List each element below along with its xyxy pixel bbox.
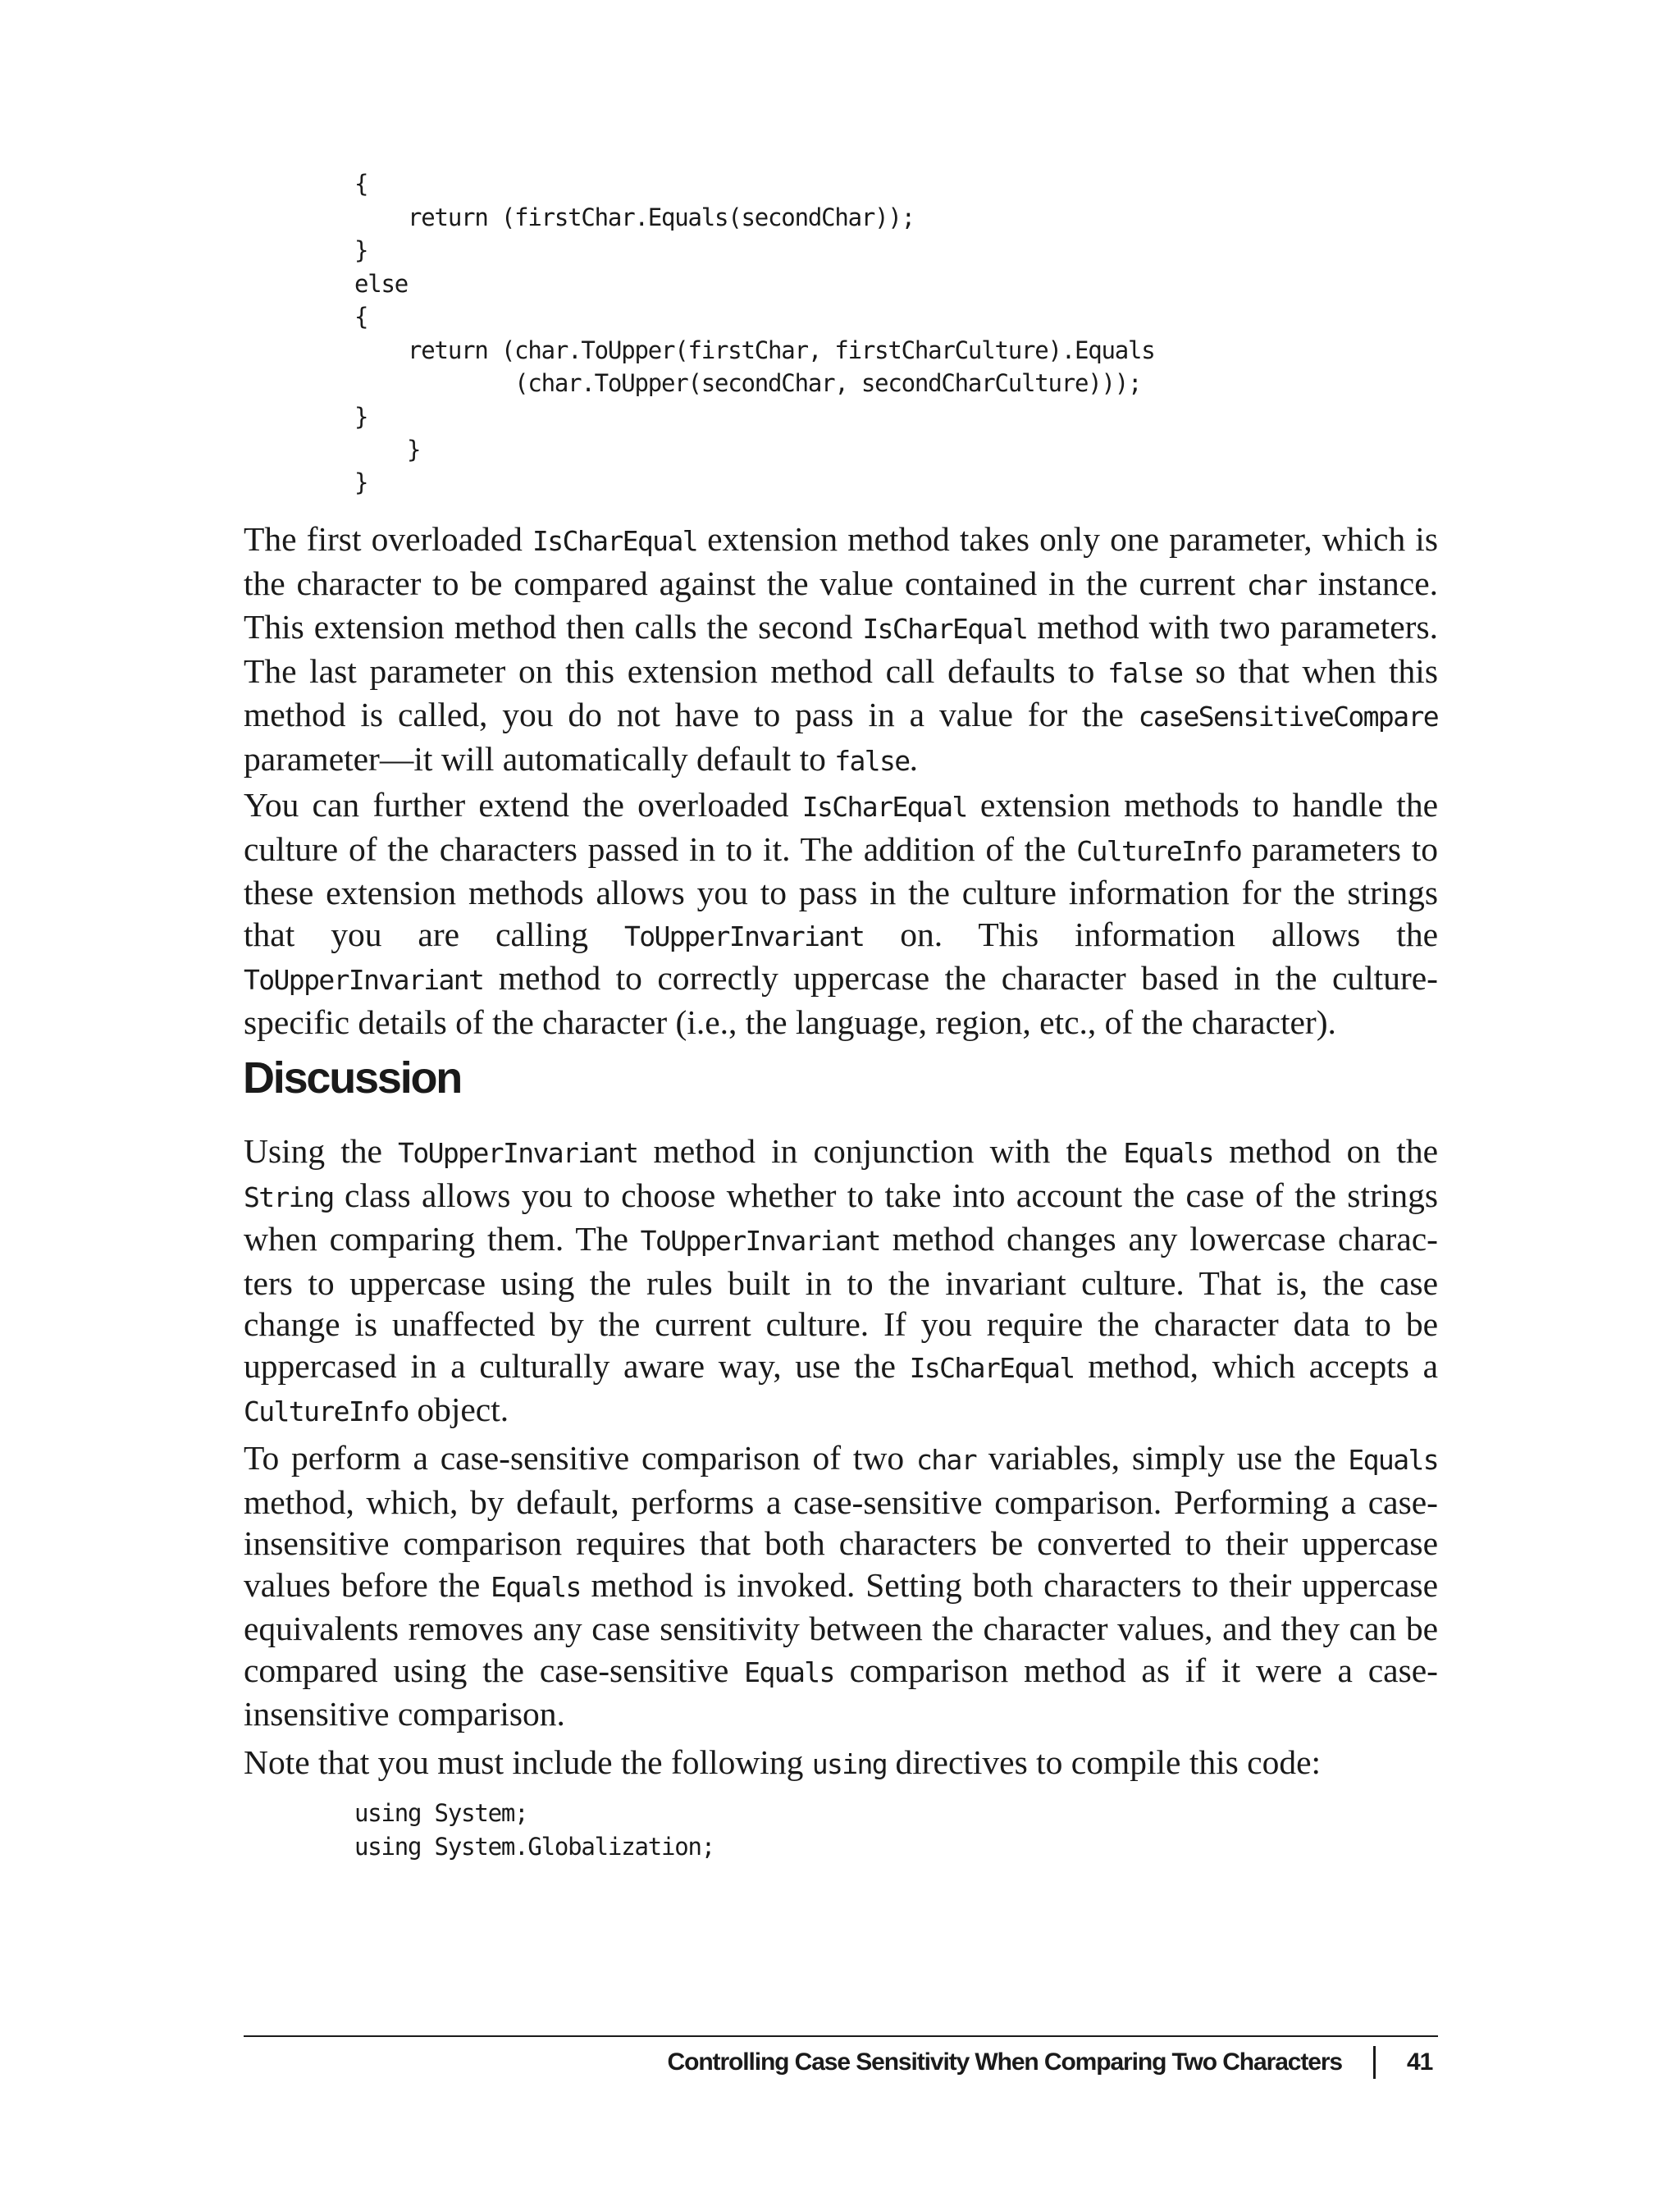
code-closing-brace-inner: } bbox=[407, 436, 421, 464]
paragraph-overload-explanation: The first overloaded IsCharEqual extension method takes only one parameter, which is the character to be compared against the value contained in the current char instance. This extension method then calls the second IsCharEqual method with two parameters. The last parameter on this extension method call defaults to false so that when this method is called, you do not have to pass in a value for the caseSensitiveCompare parameter—it will automatically default to false. bbox=[244, 520, 1438, 778]
paragraph-culture-extension: You can further extend the overloaded IsCharEqual extension methods to handle the culture of the characters passed in to it. The addition of the CultureInfo parameters to these extension methods allows you to pass in the culture information for the strings that you are calling ToUpperInvariant on. This information allows the ToUpperInvariant method to correctly uppercase the character based in the culture-specific details of the character (i.e., the language, region, etc., of the character). bbox=[244, 786, 1438, 1041]
footer-divider bbox=[244, 2035, 1438, 2037]
section-heading-discussion: Discussion bbox=[243, 1053, 462, 1103]
code-listing-continuation: { return (firstChar.Equals(secondChar)); } else { return (char.ToUpper(firstChar, firstCharCulture).Equals (char.ToUpper(secondChar, secondCharCulture))); } bbox=[354, 170, 1155, 431]
running-footer-title: Controlling Case Sensitivity When Comparing Two Characters bbox=[667, 2048, 1342, 2076]
footer-separator bbox=[1373, 2046, 1376, 2079]
paragraph-toupperinvariant: Using the ToUpperInvariant method in conjunction with the Equals method on the String class allows you to choose whether to take into account the case of the strings when comparing them. The ToUpperInvariant method changes any lowercase characters to uppercase using the rules built in to the invariant culture. That is, the case change is unaffected by the current culture. If you require the character data to be uppercased in a culturally aware way, use the IsCharEqual method, which accepts a CultureInfo object. bbox=[244, 1132, 1438, 1428]
paragraph-case-sensitive-comparison: To perform a case-sensitive comparison of two char variables, simply use the Equals method, which, by default, performs a case-sensitive comparison. Performing a case-insensitive comparison requires that both characters be converted to their uppercase values before the Equals method is invoked. Setting both characters to their uppercase equivalents removes any case sensitivity between the character values, and they can be compared using the case-sensitive Equals comparison method as if it were a case-insensitive comparison. bbox=[244, 1439, 1438, 1733]
code-listing-using-directives: using System; using System.Globalization; bbox=[354, 1799, 715, 1861]
page-number: 41 bbox=[1407, 2048, 1433, 2076]
paragraph-using-directives: Note that you must include the following using directives to compile this code: bbox=[244, 1743, 1322, 1781]
code-closing-brace-outer: } bbox=[354, 468, 368, 496]
